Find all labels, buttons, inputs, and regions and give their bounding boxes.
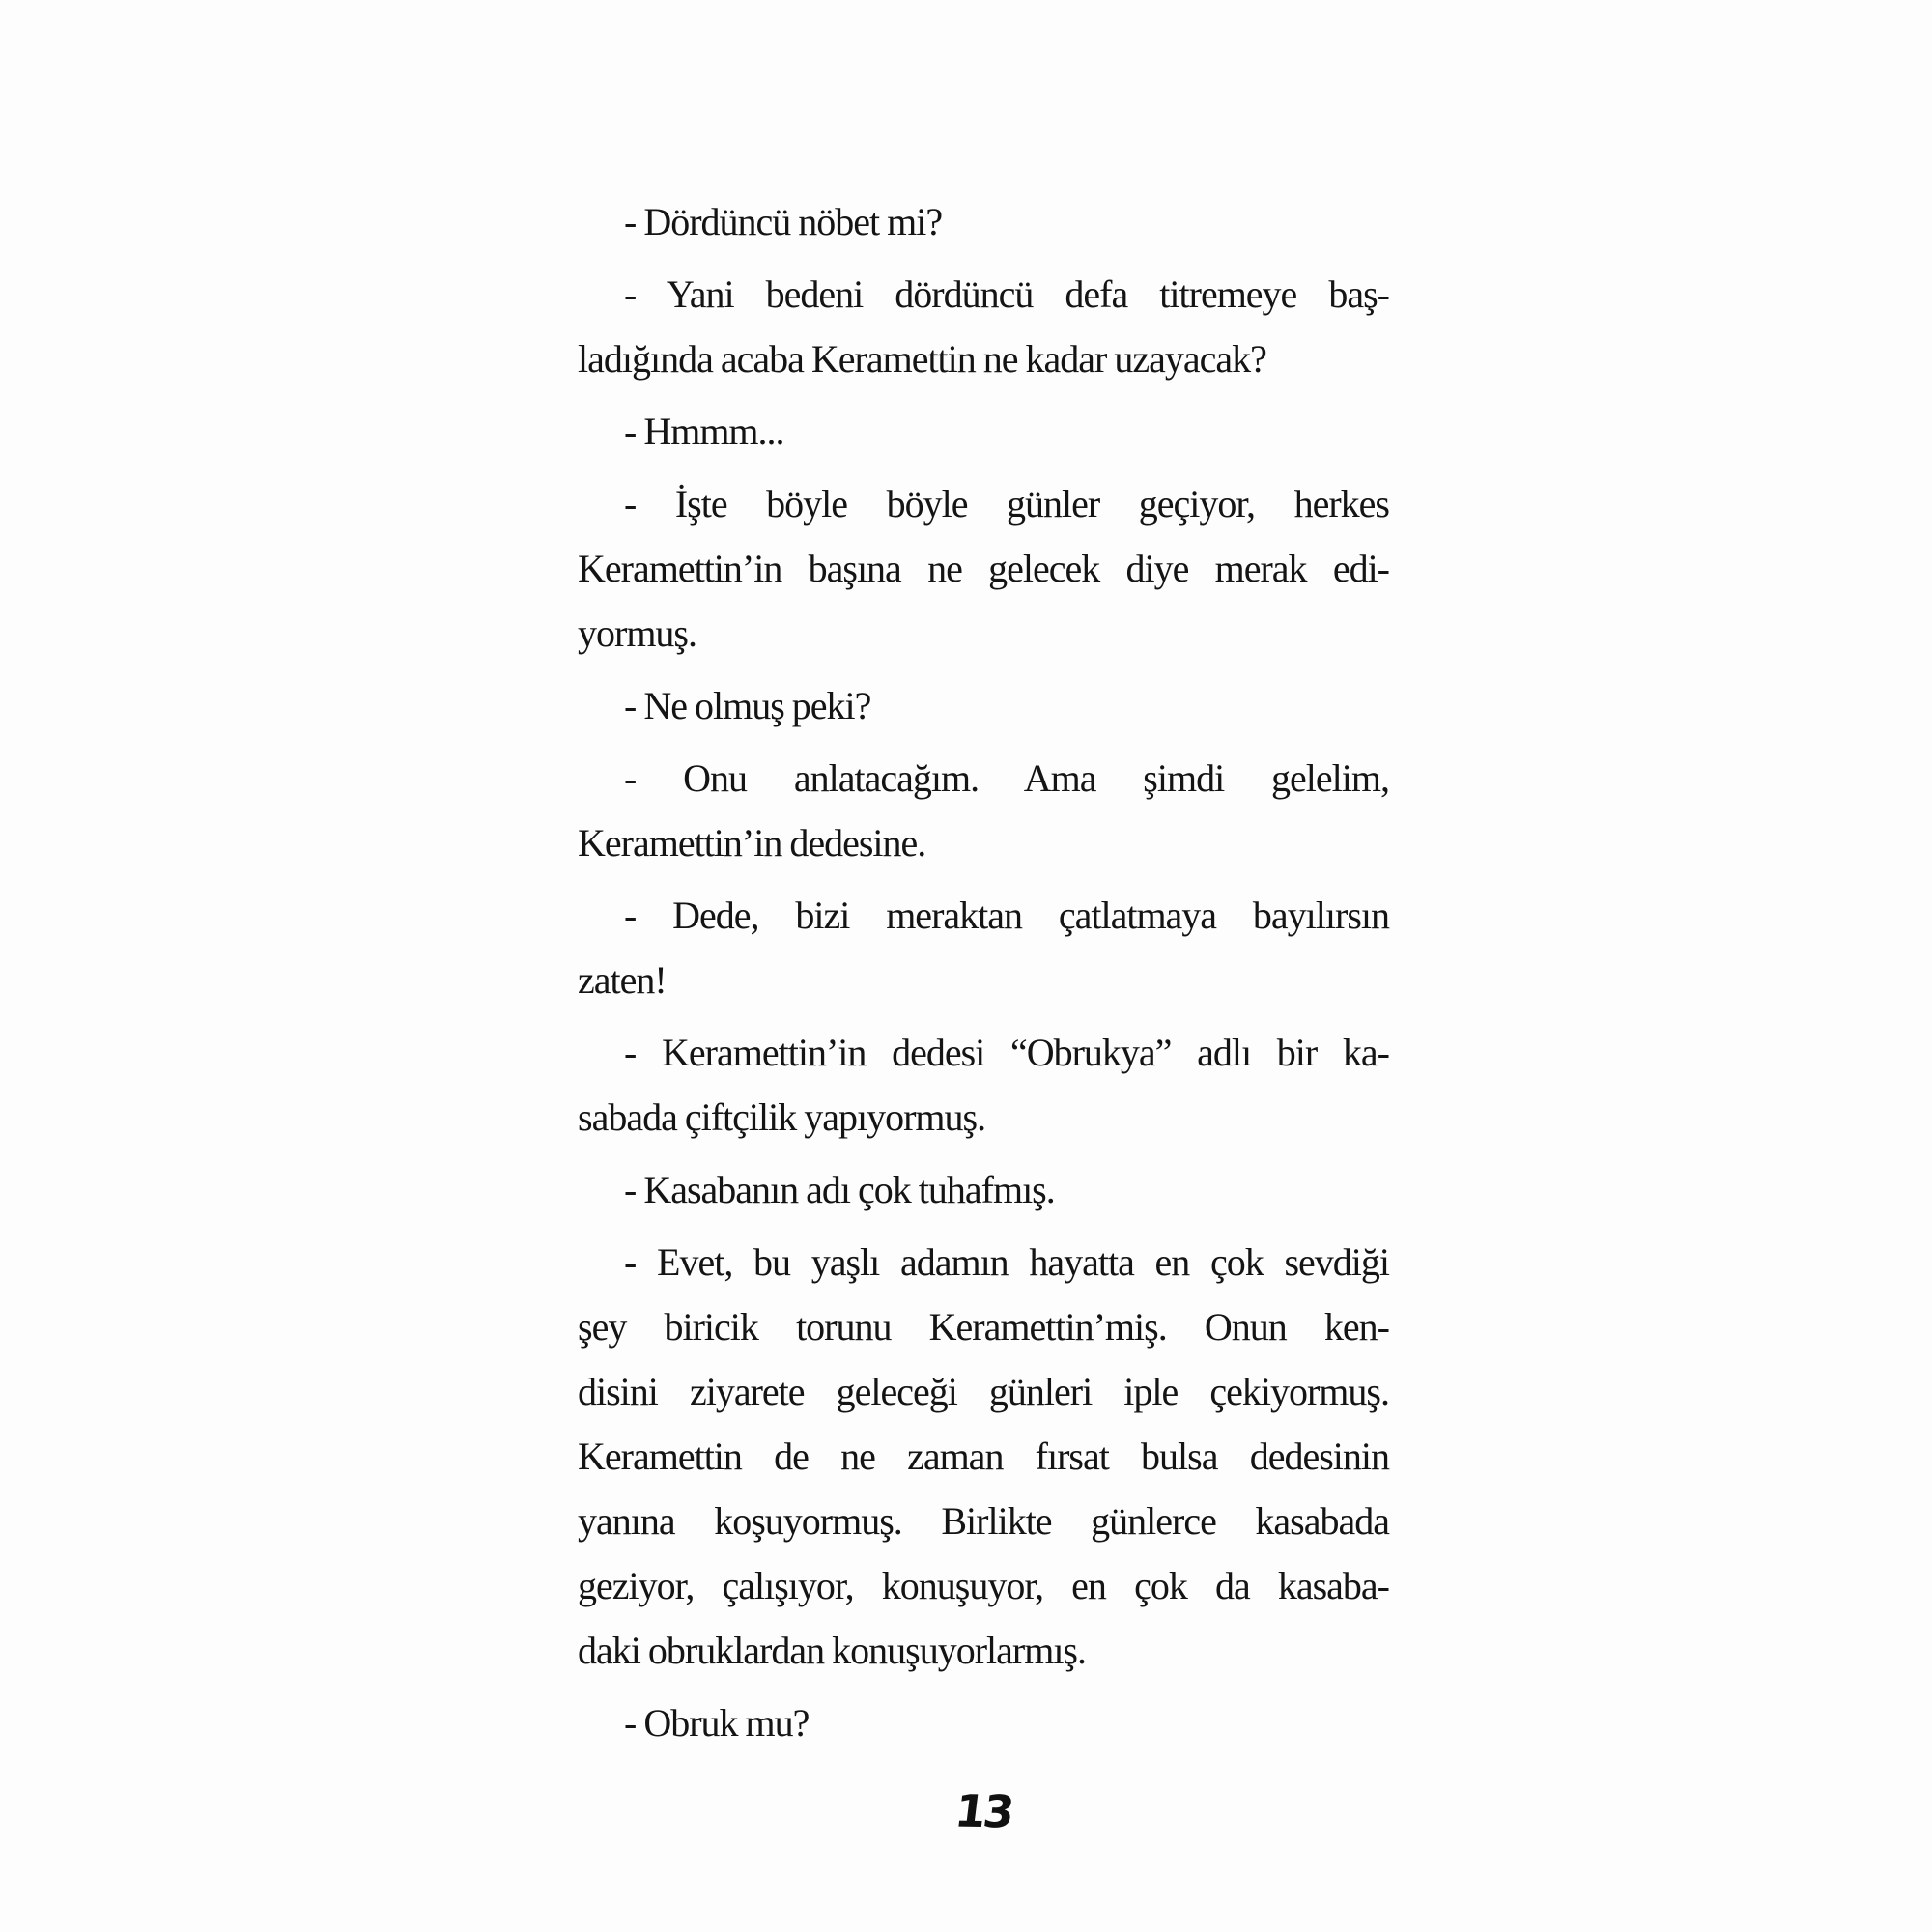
paragraph (578, 471, 1389, 666)
text-line: - Kasabanın adı çok tuhafmış. (624, 1168, 1055, 1211)
text-line: yanına koşuyormuş. Birlikte günlerce kasabada (578, 1499, 1389, 1543)
text-line: - Onu anlatacağım. Ama şimdi gelelim, (624, 756, 1389, 800)
text-line: daki obruklardan konuşuyorlarmış. (578, 1629, 1086, 1672)
text-line: Keramettin’in dedesine. (578, 821, 926, 865)
text-line: sabada çiftçilik yapıyormuş. (578, 1095, 986, 1139)
paragraph (578, 1157, 1389, 1222)
text-line: şey biricik torunu Keramettin’miş. Onun ken- (578, 1305, 1389, 1349)
text-line: Keramettin’in başına ne gelecek diye merak edi- (578, 547, 1389, 590)
paragraph (578, 883, 1389, 1012)
text-line: - Dede, bizi meraktan çatlatmaya bayılırsın (624, 894, 1389, 937)
paragraph (578, 262, 1389, 391)
text-line: - Yani bedeni dördüncü defa titremeye baş- (624, 272, 1389, 316)
text-line: - Keramettin’in dedesi “Obrukya” adlı bir ka- (624, 1031, 1389, 1074)
text-line: yormuş. (578, 611, 696, 655)
text-line: - Obruk mu? (624, 1701, 810, 1745)
text-line: Keramettin de ne zaman fırsat bulsa dedesinin (578, 1435, 1389, 1478)
text-line: ladığında acaba Keramettin ne kadar uzayacak? (578, 337, 1266, 381)
text-line: - İşte böyle böyle günler geçiyor, herkes (624, 482, 1389, 526)
paragraph (578, 399, 1389, 464)
text-line: - Evet, bu yaşlı adamın hayatta en çok sevdiği (624, 1240, 1389, 1284)
paragraph (578, 673, 1389, 738)
page-number: 13 (952, 1784, 1015, 1838)
paragraph (578, 1690, 1389, 1755)
text-line: - Hmmm... (624, 410, 784, 453)
paragraph (578, 1020, 1389, 1150)
text-line: - Ne olmuş peki? (624, 684, 871, 727)
text-line: disini ziyarete geleceği günleri iple çekiyormuş. (578, 1370, 1389, 1413)
text-line: geziyor, çalışıyor, konuşuyor, en çok da kasaba- (578, 1564, 1389, 1607)
paragraph (578, 1230, 1389, 1683)
text-line: - Dördüncü nöbet mi? (624, 200, 943, 243)
text-column (578, 189, 1389, 1763)
paragraph (578, 746, 1389, 875)
paragraph (578, 189, 1389, 254)
text-line: zaten! (578, 958, 667, 1002)
